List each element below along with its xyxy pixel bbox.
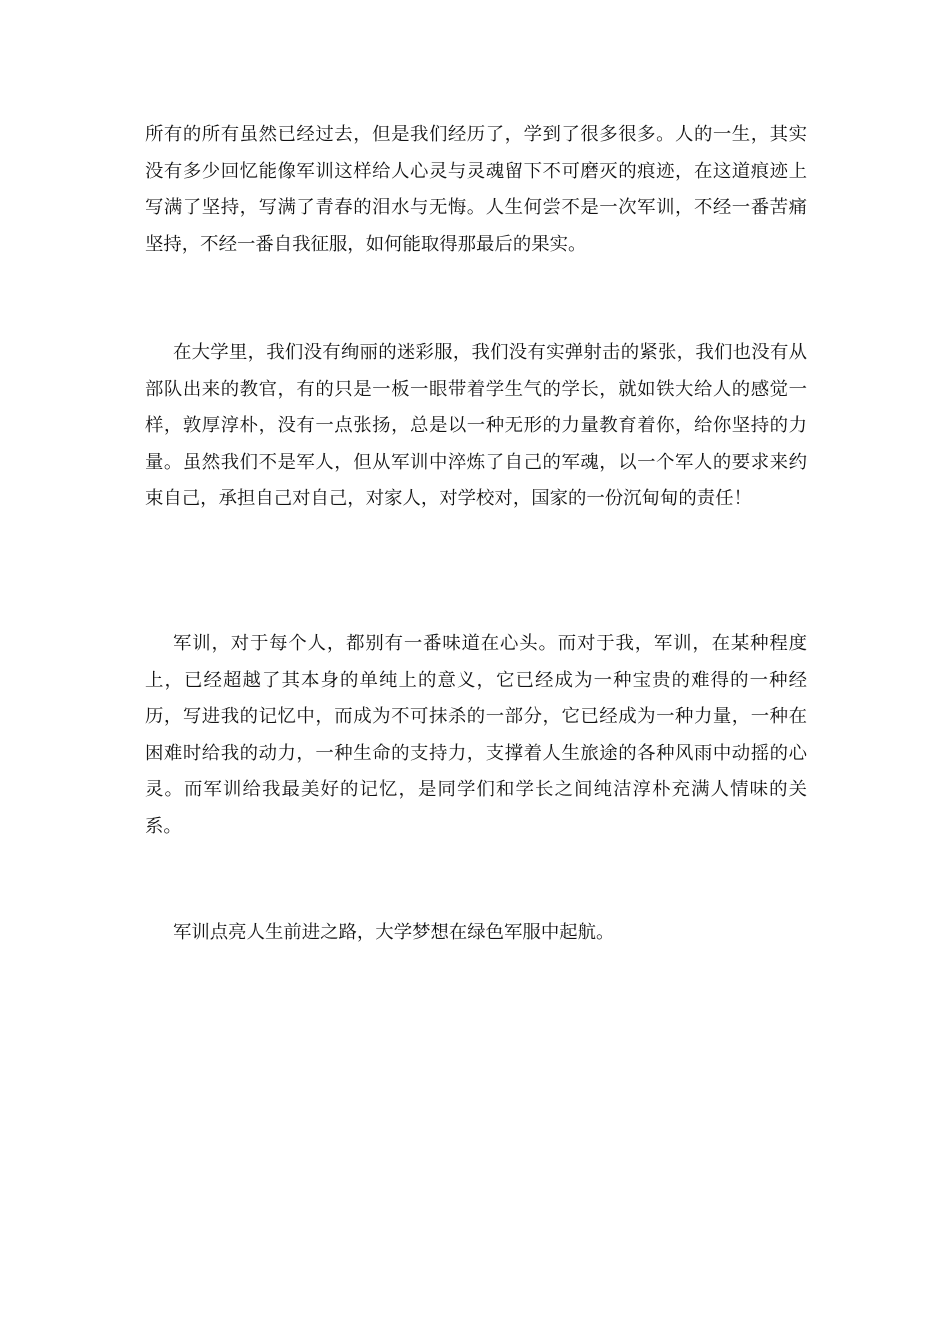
paragraph-3: 军训，对于每个人，都别有一番味道在心头。而对于我，军训，在某种程度上，已经超越了其本身的单纯上的意义，它已经成为一种宝贵的难得的一种经历，写进我的记忆中，而成为不可抹杀的一部分，它已经成为一种力量，一种在困难时给我的动力，一种生命的支持力，支撑着人生旅途的各种风雨中动摇的心灵。而军训给我最美好的记忆，是同学们和学长之间纯洁淳朴充满人情味的关系。 xyxy=(145,633,807,837)
paragraph-1: 所有的所有虽然已经过去，但是我们经历了，学到了很多很多。人的一生，其实没有多少回忆能像军训这样给人心灵与灵魂留下不可磨灭的痕迹，在这道痕迹上写满了坚持，写满了青春的泪水与无悔。人生何尝不是一次军训，不经一番苦痛坚持，不经一番自我征服，如何能取得那最后的果实。 xyxy=(145,124,807,255)
paragraph-2: 在大学里，我们没有绚丽的迷彩服，我们没有实弹射击的紧张，我们也没有从部队出来的教官，有的只是一板一眼带着学生气的学长，就如铁大给人的感觉一样，敦厚淳朴，没有一点张扬，总是以一种无形的力量教育着你，给你坚持的力量。虽然我们不是军人，但从军训中淬炼了自己的军魂，以一个军人的要求来约束自己，承担自己对自己，对家人，对学校对，国家的一份沉甸甸的责任！ xyxy=(145,342,807,510)
paragraph-4: 军训点亮人生前进之路，大学梦想在绿色军服中起航。 xyxy=(173,922,615,943)
